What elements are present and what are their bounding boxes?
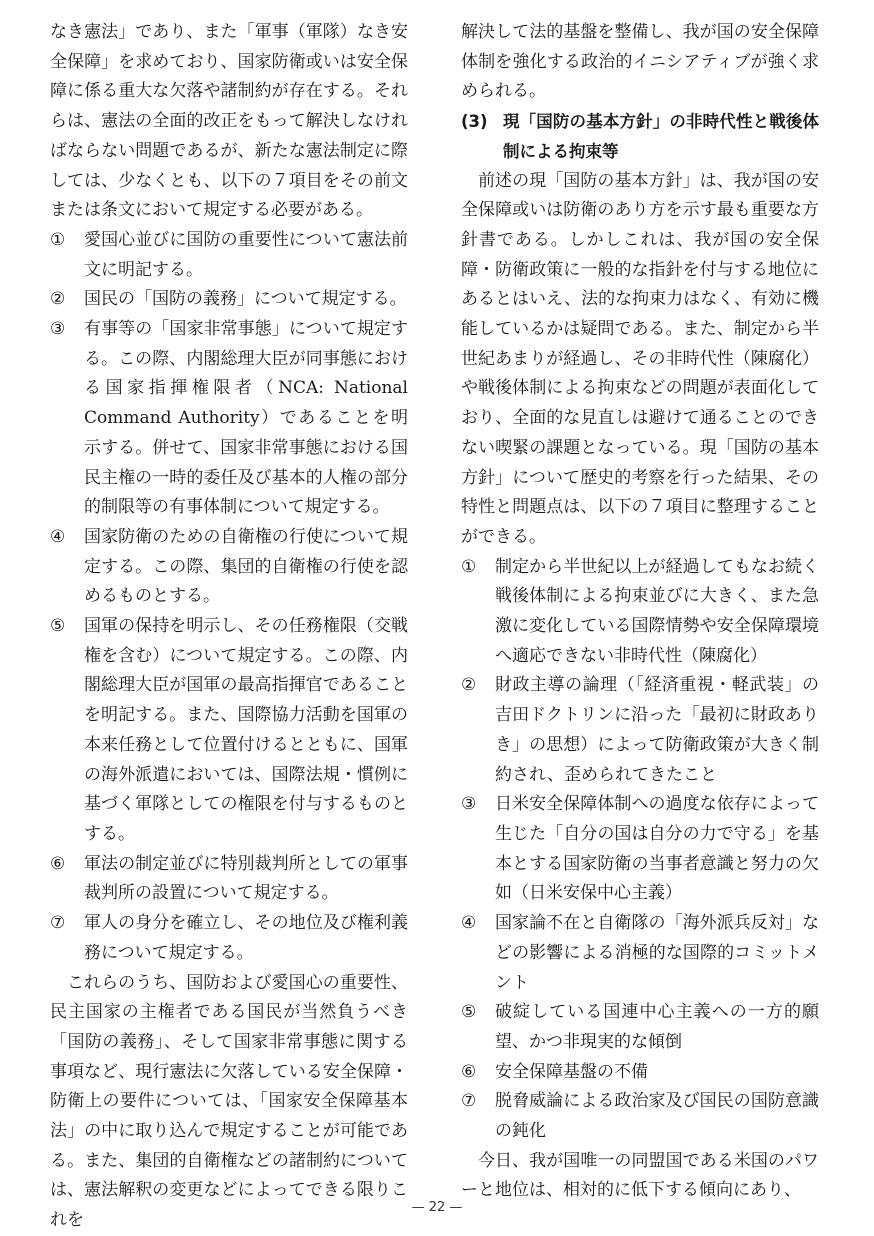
item-number: ①	[461, 556, 477, 577]
item-text: 財政主導の論理（「経済重視・軽武装」の吉田ドクトリンに沿った「最初に財政ありき」の思想）によって防衛政策が大きく制約され、歪められてきたこと	[495, 675, 819, 785]
list-item	[50, 226, 408, 285]
item-number: ②	[50, 289, 66, 310]
page-number: — 22 —	[411, 1200, 463, 1215]
item-number: ⑤	[50, 616, 66, 637]
item-text: 有事等の「国家非常事態」について規定する。この際、内閣総理大臣が同事態における国家指揮権限者（NCA: National Command Authority）であることを明示する。併せて、国家非常事態における国民主権の一時的委任及び基本的人権の部分的制限等の有事体制について規定する。	[84, 319, 408, 518]
list-item	[461, 1058, 819, 1088]
list-item	[461, 671, 819, 790]
list-item	[50, 850, 408, 909]
closing-paragraph: これらのうち、国防および愛国心の重要性、民主国家の主権者である国民が当然負うべき「国防の義務」、そして国家非常事態に関する事項など、現行憲法に欠落している安全保障・防衛上の要件については、「国家安全保障基本法」の中に取り込んで規定することが可能である。また、集団的自衛権などの諸制約については、憲法解釈の変更などによってできる限りこれを	[50, 972, 408, 1231]
list-item	[461, 553, 819, 672]
item-number: ⑦	[50, 913, 66, 934]
item-text: 脱脅威論による政治家及び国民の国防意識の鈍化	[495, 1091, 819, 1142]
right-column	[461, 18, 819, 1206]
list-item	[50, 285, 408, 315]
item-text: 国家防衛のための自衛権の行使について規定する。この際、集団的自衛権の行使を認めるものとする。	[84, 526, 408, 607]
item-text: 制定から半世紀以上が経過してもなお続く戦後体制による拘束並びに大きく、また急激に変化している国際情勢や安全保障環境へ適応できない非時代性（陳腐化）	[495, 556, 819, 666]
item-text: 破綻している国連中心主義への一方的願望、かつ非現実的な傾倒	[495, 1002, 819, 1052]
item-number: ⑦	[461, 1091, 477, 1112]
item-number: ⑥	[50, 853, 66, 874]
continuation-paragraph: 解決して法的基盤を整備し、我が国の安全保障体制を強化する政治的イニシアティブが強く求められる。	[461, 22, 819, 102]
item-number: ②	[461, 675, 477, 696]
item-number: ⑥	[461, 1061, 477, 1082]
list-item	[50, 523, 408, 612]
section-heading	[461, 107, 819, 166]
item-text: 日米安全保障体制への過度な依存によって生じた「自分の国は自分の力で守る」を基本とする国家防衛の当事者意識と努力の欠如（日米安保中心主義）	[495, 794, 819, 904]
item-number: ④	[50, 526, 66, 547]
closing-paragraph: 今日、我が国唯一の同盟国である米国のパワーと地位は、相対的に低下する傾向にあり、	[461, 1150, 819, 1201]
item-text: 国民の「国防の義務」について規定する。	[84, 289, 407, 310]
item-text: 国軍の保持を明示し、その任務権限（交戦権を含む）について規定する。この際、内閣総理大臣が国軍の最高指揮官であることを明記する。また、国際協力活動を国軍の本来任務として位置付けるとともに、国軍の海外派遣においては、国際法規・慣例に基づく軍隊としての権限を付与するものとする。	[84, 616, 408, 844]
item-text: 国家論不在と自衛隊の「海外派兵反対」などの影響による消極的な国際的コミットメント	[495, 913, 819, 993]
item-text: 軍法の制定並びに特別裁判所としての軍事裁判所の設置について規定する。	[84, 853, 408, 904]
item-text: 安全保障基盤の不備	[495, 1061, 648, 1082]
item-number: ①	[50, 229, 66, 250]
left-column	[50, 18, 408, 1236]
item-number: ⑤	[461, 1002, 477, 1023]
item-number: ④	[461, 913, 477, 934]
list-item	[50, 612, 408, 850]
list-item	[461, 1087, 819, 1146]
list-item	[461, 909, 819, 998]
heading-number: (3)	[461, 112, 488, 132]
intro-paragraph: なき憲法」であり、また「軍事（軍隊）なき安全保障」を求めており、国家防衛或いは安全保障に係る重大な欠落や諸制約が存在する。それらは、憲法の全面的改正をもって解決しなければならない問題であるが、新たな憲法制定に際しては、少なくとも、以下の７項目をその前文または条文において規定する必要がある。	[50, 22, 408, 221]
body-paragraph: 前述の現「国防の基本方針」は、我が国の安全保障或いは防衛のあり方を示す最も重要な方針書である。しかしこれは、我が国の安全保障・防衛政策に一般的な指針を付与する地位にあるとはいえ、法的な拘束力はなく、有効に機能しているかは疑問である。また、制定から半世紀あまりが経過し、その非時代性（陳腐化）や戦後体制による拘束などの問題が表面化しており、全面的な見直しは避けて通ることのできない喫緊の課題となっている。現「国防の基本方針」について歴史的考察を行った結果、その特性と問題点は、以下の７項目に整理することができる。	[461, 170, 819, 547]
item-number: ③	[50, 319, 66, 340]
list-item	[50, 315, 408, 523]
list-item	[461, 998, 819, 1057]
list-item	[461, 790, 819, 909]
item-text: 愛国心並びに国防の重要性について憲法前文に明記する。	[84, 229, 408, 280]
heading-text: 現「国防の基本方針」の非時代性と戦後体制による拘束等	[503, 112, 819, 161]
list-item	[50, 909, 408, 968]
item-number: ③	[461, 794, 477, 815]
item-text: 軍人の身分を確立し、その地位及び権利義務について規定する。	[84, 913, 408, 963]
